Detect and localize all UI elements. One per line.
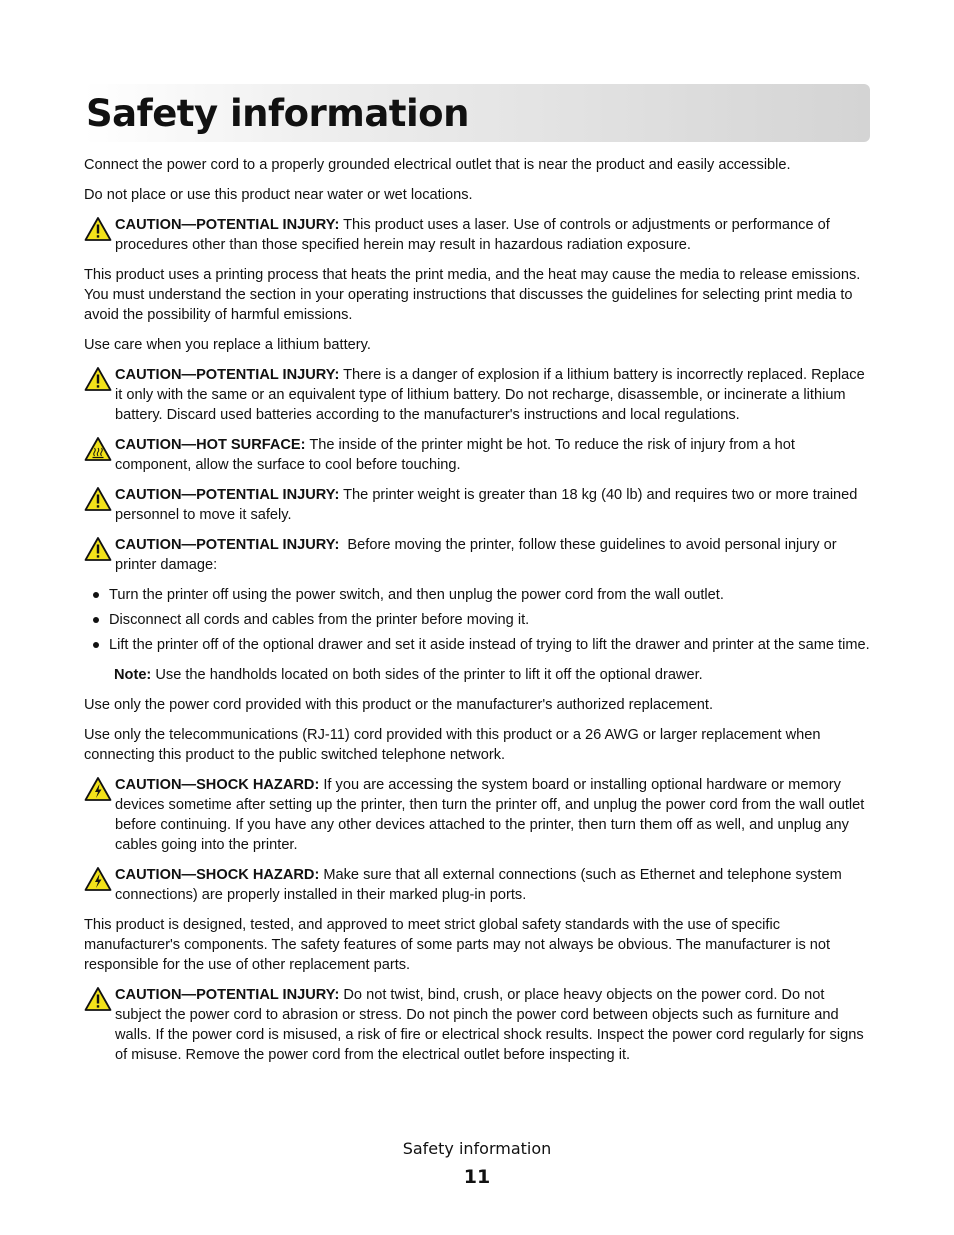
warning-triangle-icon (84, 536, 115, 564)
caution-label: CAUTION—HOT SURFACE: (115, 437, 306, 453)
paragraph: This product is designed, tested, and approved to meet strict global safety standards with the use of specific manufacturer's components. The safety features of some parts may not always be obvious. The manufacturer is not responsible for the use of other replacement parts. (84, 917, 831, 973)
list-item-text: Turn the printer off using the power switch, and then unplug the power cord from the wall outlet. (109, 587, 724, 603)
footer-section-label: Safety information (402, 1139, 552, 1158)
caution-body: There is a danger of explosion if a lithium battery is incorrectly replaced. Replace it only with the same or an equivalent type of lithium battery. Do not recharge, disassemble, or incinerate a lithium battery. Discard used batteries according to the manufacturer's instructions and local regulations. (115, 367, 869, 423)
list-item (84, 610, 870, 630)
caution-block (84, 985, 870, 1065)
caution-block (84, 435, 870, 475)
paragraph: Use only the power cord provided with this product or the manufacturer's authorized replacement. (84, 697, 714, 713)
caution-body: Do not twist, bind, crush, or place heavy objects on the power cord. Do not subject the power cord to abrasion or stress. Do not pinch the power cord between objects such as furniture and walls. If the power cord is misused, a risk of fire or electrical shock results. Inspect the power cord regularly for signs of misuse. Remove the power cord from the electrical outlet before inspecting it. (115, 987, 868, 1063)
warning-triangle-icon (84, 216, 115, 244)
caution-text (115, 435, 870, 475)
bullet-icon (93, 642, 99, 648)
caution-body: If you are accessing the system board or installing optional hardware or memory devices sometime after setting up the printer, then turn the printer off, and unplug the power cord from the wall outlet before continuing. If you have any other devices attached to the printer, then turn them off as well, and unplug any cables going into the printer. (115, 777, 869, 853)
bullet-icon (93, 592, 99, 598)
caution-text (115, 215, 870, 255)
shock-hazard-icon (84, 866, 115, 894)
warning-triangle-icon (84, 986, 115, 1014)
caution-text (115, 985, 870, 1065)
caution-text (115, 485, 870, 525)
caution-block (84, 485, 870, 525)
paragraph: This product uses a printing process that heats the print media, and the heat may cause the media to release emissions. You must understand the section in your operating instructions that discusses the guidelines for selecting print media to avoid the possibility of harmful emissions. (84, 267, 861, 323)
paragraph: Use only the telecommunications (RJ-11) cord provided with this product or a 26 AWG or larger replacement when connecting this product to the public switched telephone network. (84, 727, 821, 763)
caution-block (84, 215, 870, 255)
warning-triangle-icon (84, 366, 115, 394)
caution-label: CAUTION—SHOCK HAZARD: (115, 867, 320, 883)
shock-hazard-icon (84, 776, 115, 804)
caution-text (115, 865, 870, 905)
bullet-list (84, 585, 870, 655)
caution-body: The printer weight is greater than 18 kg (40 lb) and requires two or more trained personnel to move it safely. (115, 487, 862, 523)
bullet-icon (93, 617, 99, 623)
list-item-text: Lift the printer off of the optional drawer and set it aside instead of trying to lift the drawer and printer at the same time. (109, 637, 870, 653)
caution-text (115, 775, 870, 855)
caution-text (115, 365, 870, 425)
title-bar (84, 84, 870, 142)
caution-label: CAUTION—POTENTIAL INJURY: (115, 987, 340, 1003)
caution-text (115, 535, 870, 575)
caution-block (84, 365, 870, 425)
caution-label: CAUTION—POTENTIAL INJURY: (115, 217, 340, 233)
caution-block (84, 775, 870, 855)
page (84, 84, 870, 1075)
note-text: Use the handholds located on both sides of the printer to lift it off the optional drawer. (151, 667, 703, 683)
caution-label: CAUTION—SHOCK HAZARD: (115, 777, 320, 793)
page-footer (0, 1138, 954, 1188)
caution-body: The inside of the printer might be hot. To reduce the risk of injury from a hot component, allow the surface to cool before touching. (115, 437, 800, 473)
paragraph: Connect the power cord to a properly grounded electrical outlet that is near the product and easily accessible. (84, 157, 791, 173)
caution-label: CAUTION—POTENTIAL INJURY: (115, 487, 340, 503)
caution-block (84, 535, 870, 575)
note (114, 665, 870, 685)
document-body (84, 155, 870, 1065)
caution-label: CAUTION—POTENTIAL INJURY: (115, 367, 340, 383)
paragraph: Do not place or use this product near water or wet locations. (84, 187, 473, 203)
note-label: Note: (114, 667, 152, 683)
caution-body: This product uses a laser. Use of controls or adjustments or performance of procedures other than those specified herein may result in hazardous radiation exposure. (115, 217, 834, 253)
caution-body: Make sure that all external connections (such as Ethernet and telephone system connections) are properly installed in their marked plug-in ports. (115, 867, 846, 903)
caution-block (84, 865, 870, 905)
list-item-text: Disconnect all cords and cables from the printer before moving it. (109, 612, 530, 628)
hot-surface-icon (84, 436, 115, 464)
paragraph: Use care when you replace a lithium battery. (84, 337, 371, 353)
list-item (84, 635, 870, 655)
caution-label: CAUTION—POTENTIAL INJURY: (115, 537, 340, 553)
page-title: Safety information (86, 91, 469, 135)
list-item (84, 585, 870, 605)
warning-triangle-icon (84, 486, 115, 514)
caution-body: Before moving the printer, follow these guidelines to avoid personal injury or printer damage: (115, 537, 841, 573)
page-number: 11 (463, 1166, 491, 1188)
